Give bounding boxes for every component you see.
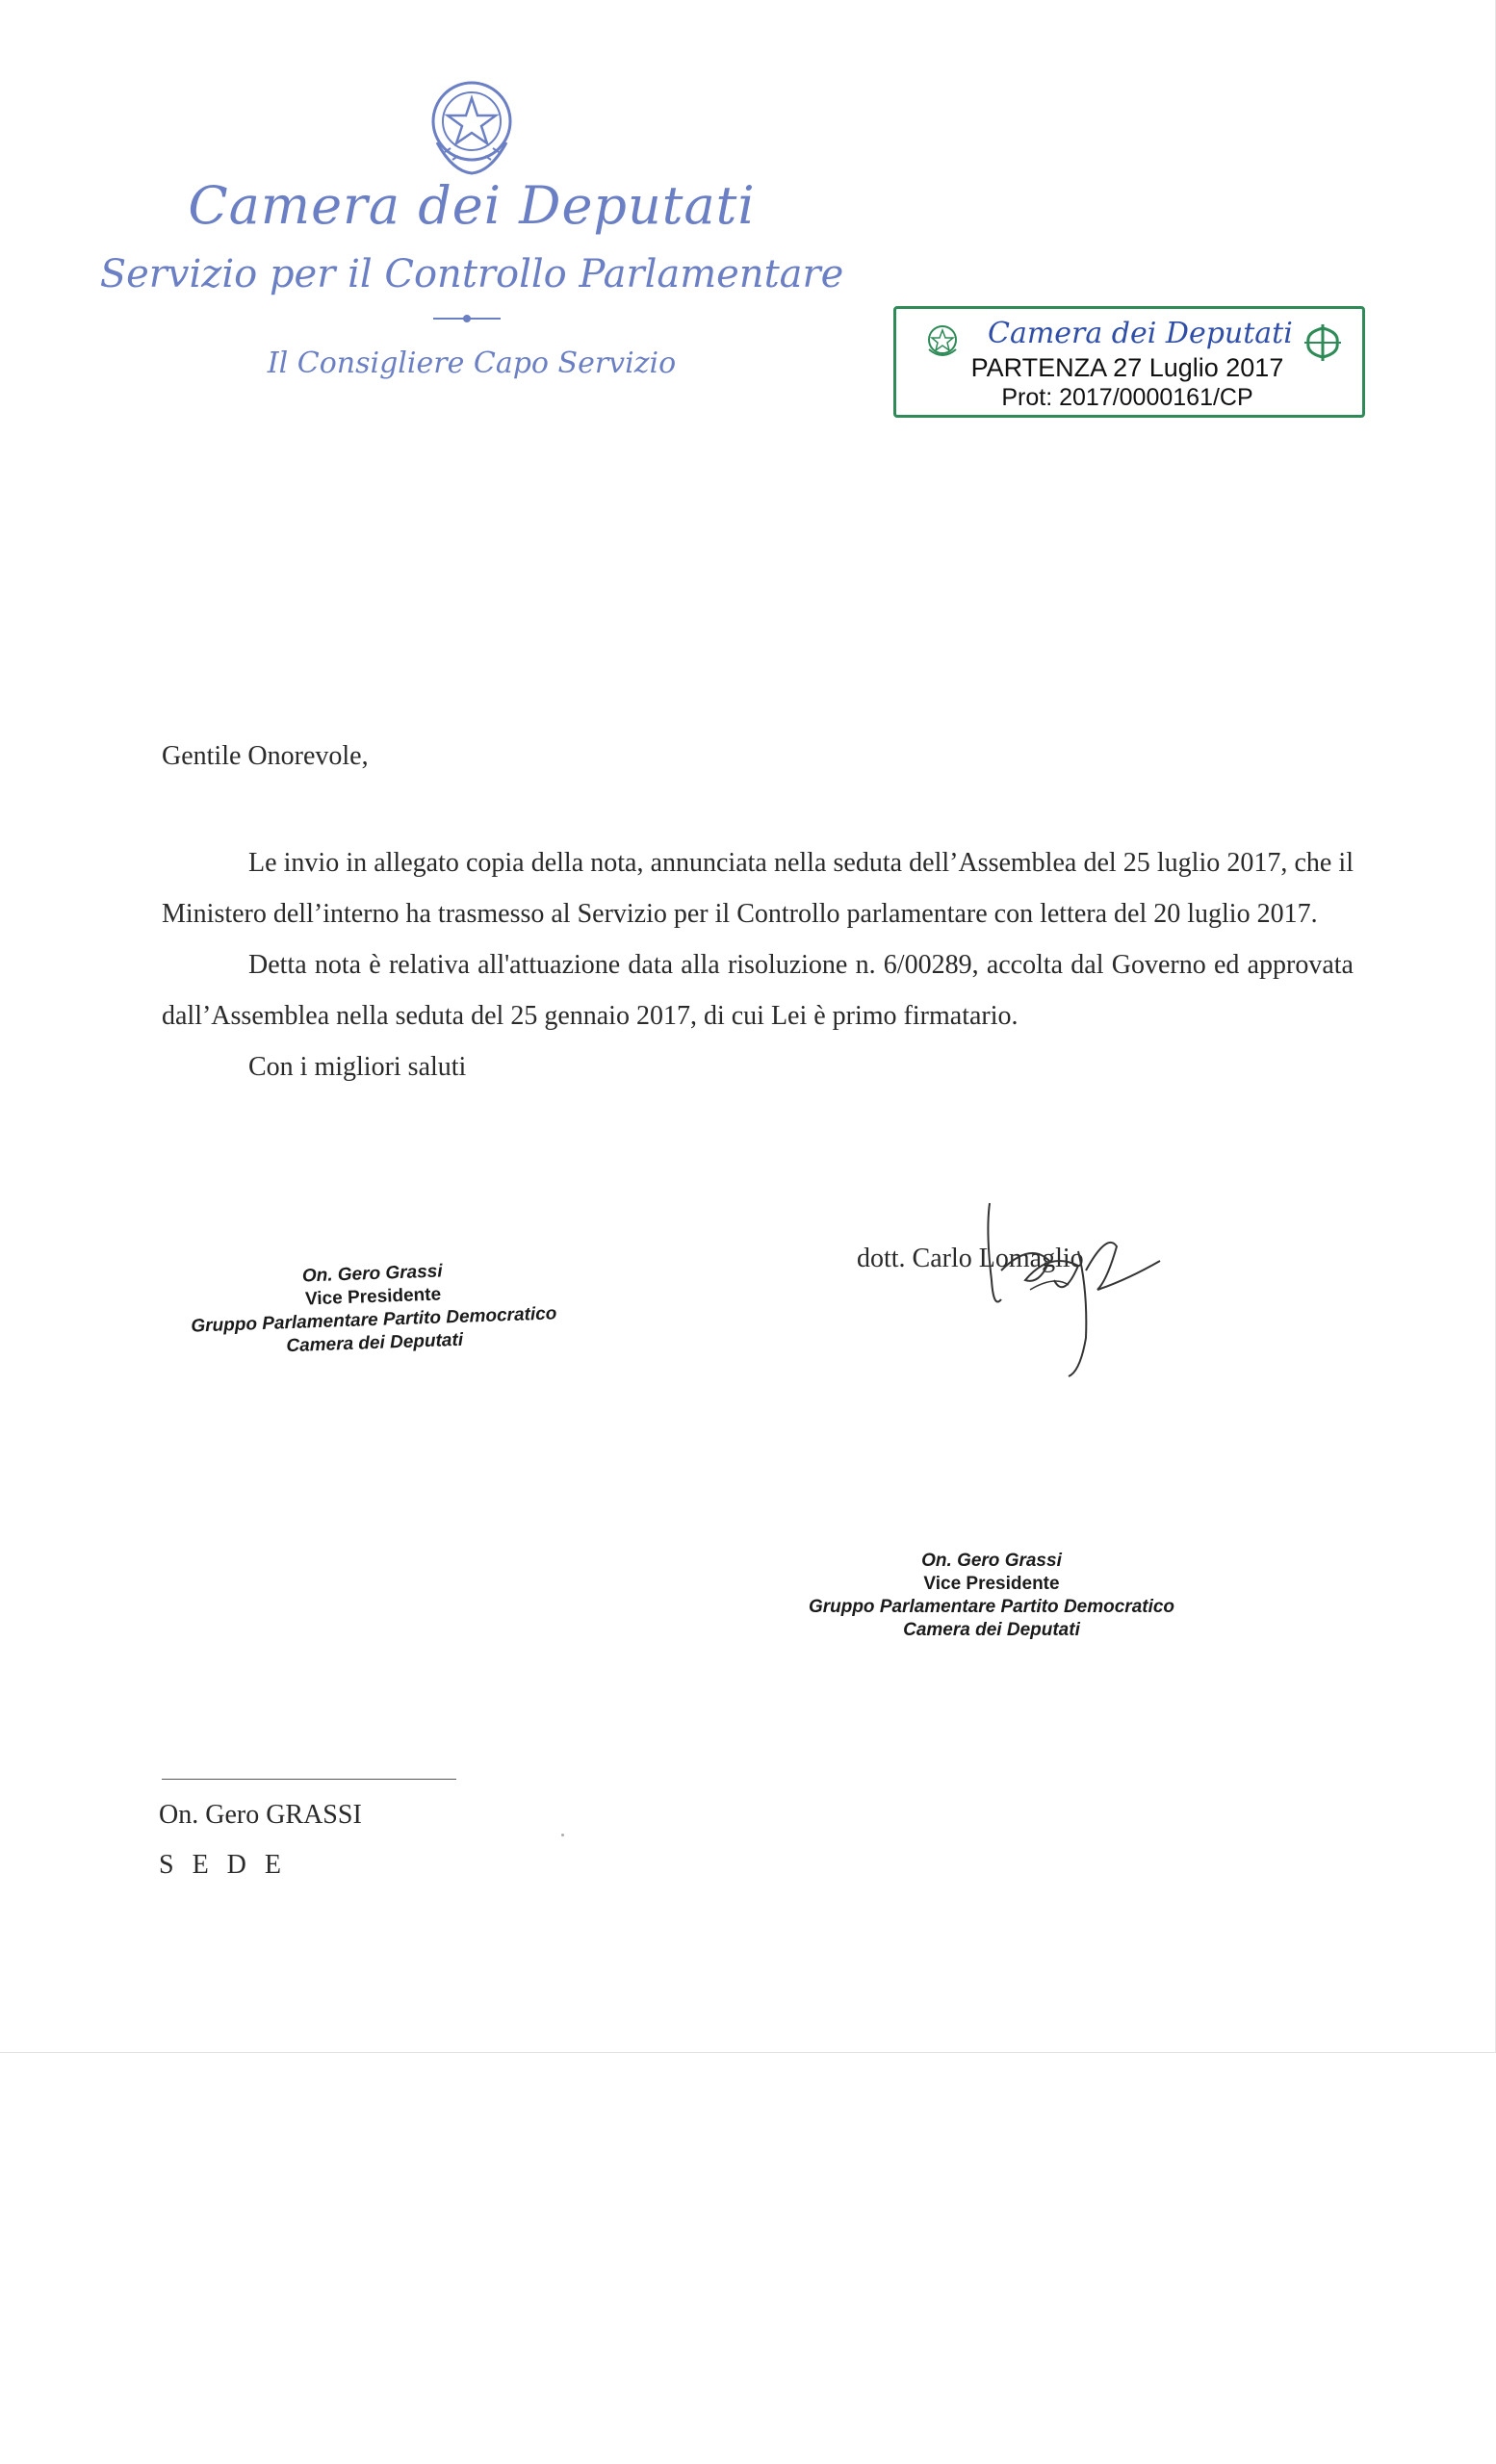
recipient-stamp-role: Vice Presidente <box>923 1574 1060 1594</box>
recipient-stamp-1 <box>160 1255 586 1362</box>
paragraph-1: Le invio in allegato copia della nota, annunciata nella seduta dell’Assemblea del 25 luglio 2017, che il Ministero dell’interno ha trasmesso al Servizio per il Controllo parlamentare con lettera del 20 luglio 2017. <box>162 848 1354 929</box>
paragraph-2: Detta nota è relativa all'attuazione data alla risoluzione n. 6/00289, accolta dal Governo ed approvata dall’Assemblea nella seduta del 25 gennaio 2017, di cui Lei è primo firmatario. <box>162 950 1354 1031</box>
recipient-stamp-name: On. Gero Grassi <box>301 1261 443 1287</box>
letter-body <box>162 837 1354 1092</box>
recipient-stamp-chamber: Camera dei Deputati <box>903 1620 1080 1640</box>
stamp-protocol-number: Prot: 2017/0000161/CP <box>1001 384 1253 411</box>
recipient-stamp-name: On. Gero Grassi <box>921 1551 1062 1571</box>
stamp-title: Camera dei Deputati <box>988 317 1293 350</box>
handwritten-signature <box>972 1194 1184 1386</box>
paper-speck <box>561 1834 564 1836</box>
protocol-stamp <box>893 306 1365 418</box>
italian-republic-emblem-icon <box>424 75 520 181</box>
addressee-name: On. Gero GRASSI <box>159 1800 362 1830</box>
address-rule <box>162 1779 456 1780</box>
letterhead-service: Servizio per il Controllo Parlamentare <box>99 252 844 296</box>
recipient-stamp-role: Vice Presidente <box>304 1284 442 1310</box>
stamp-departure-date: PARTENZA 27 Luglio 2017 <box>970 353 1284 382</box>
recipient-stamp-group: Gruppo Parlamentare Partito Democratico <box>191 1303 557 1337</box>
closing: Con i migliori saluti <box>248 1052 467 1082</box>
signatory-name: dott. Carlo Lomaglio <box>857 1244 1084 1273</box>
recipient-stamp-group: Gruppo Parlamentare Partito Democratico <box>808 1597 1175 1617</box>
salutation: Gentile Onorevole, <box>162 741 369 771</box>
addressee-location: S E D E <box>159 1850 287 1880</box>
recipient-stamp-chamber: Camera dei Deputati <box>286 1329 464 1357</box>
letterhead-role: Il Consigliere Capo Servizio <box>267 346 677 380</box>
letterhead-title: Camera dei Deputati <box>188 175 756 236</box>
recipient-stamp-2 <box>789 1550 1194 1642</box>
letterhead-divider-dot <box>463 315 471 322</box>
